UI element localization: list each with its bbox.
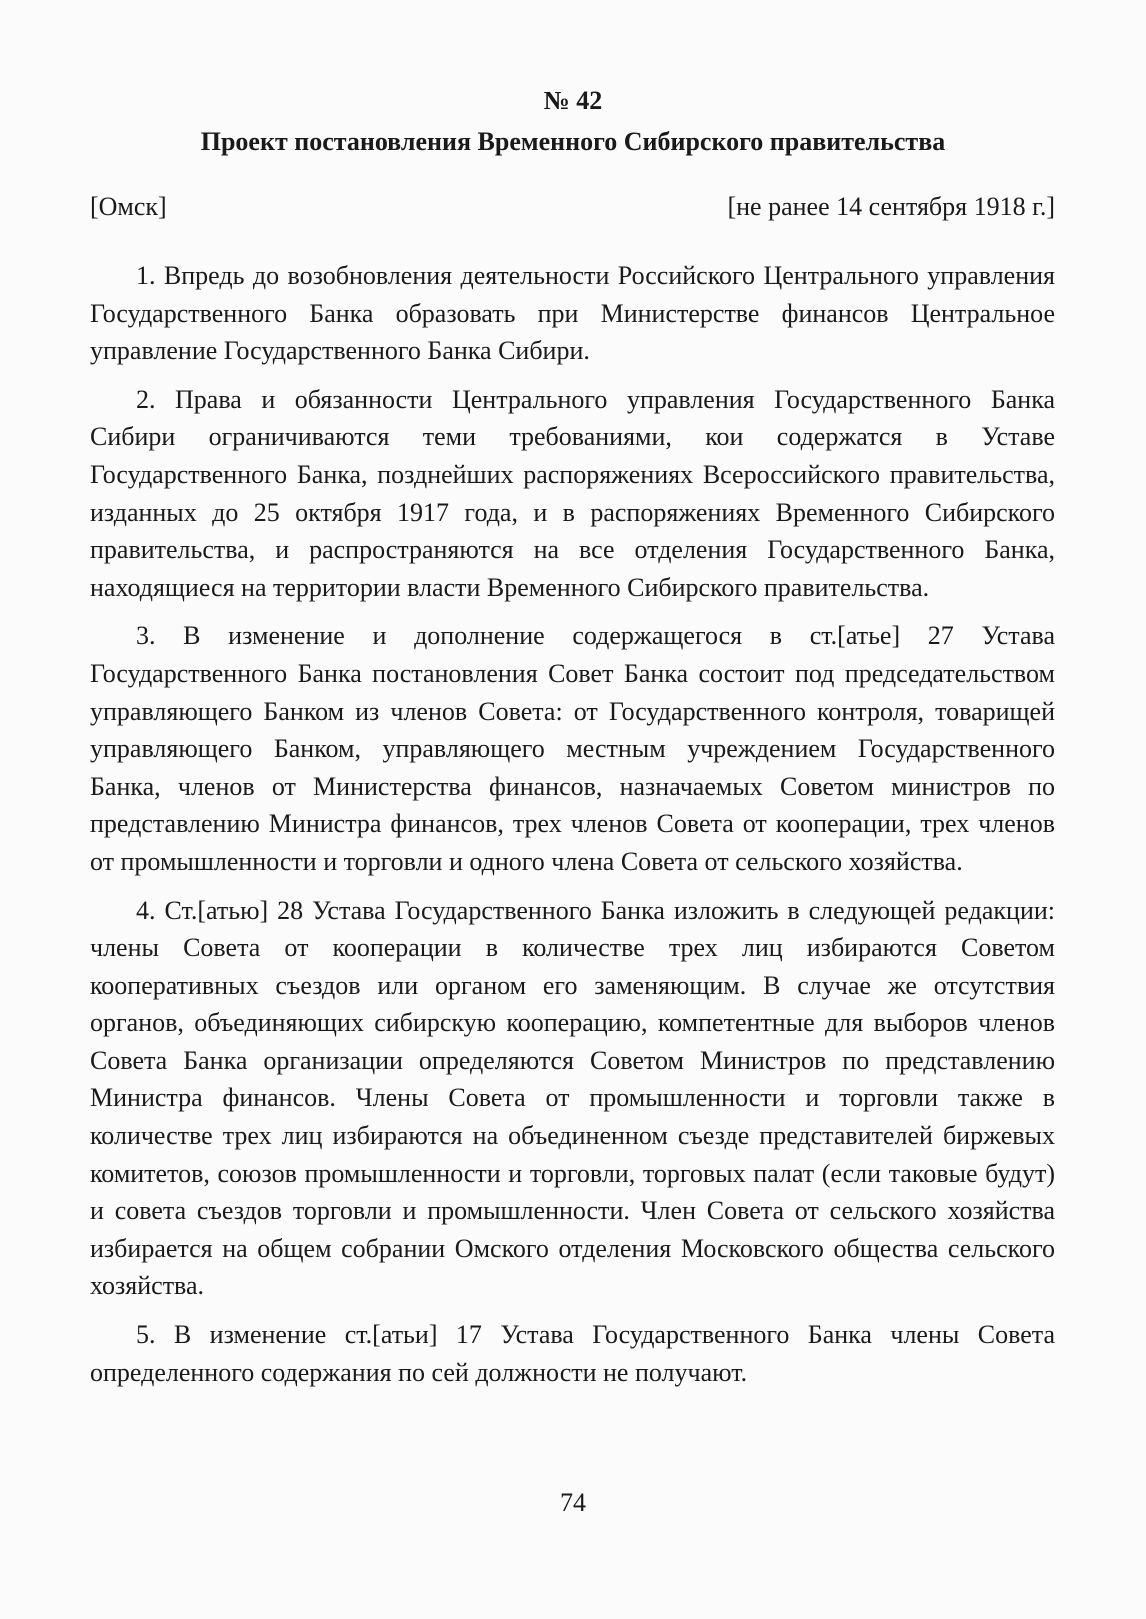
paragraph-1: 1. Впредь до возобновления деятельности Российского Центрального управления Государственного Банка образовать при Министерстве финансов Центральное управление Государственного Банка Сибири. (90, 261, 1055, 366)
paragraph-3: 3. В изменение и дополнение содержащегося в ст.[атье] 27 Устава Государственного Банка постановления Совет Банка состоит под председательством управляющего Банком из членов Совета: от Государственного контроля, товарищей управляющего Банком, управляющего местным учреждением Государственного Банка, членов от Министерства финансов, назначаемых Советом министров по представлению Министра финансов, трех членов Совета от кооперации, трех членов от промышленности и торговли и одного члена Совета от сельского хозяйства. (90, 621, 1055, 876)
paragraph-4: 4. Ст.[атью] 28 Устава Государственного Банка изложить в следующей редакции: члены Совета от кооперации в количестве трех лиц избираются Советом кооперативных съездов или органом его заменяющим. В случае же отсутствия органов, объединяющих сибирскую кооперацию, компетентные для выборов членов Совета Банка организации определяются Советом Министров по представлению Министра финансов. Члены Совета от промышленности и торговли также в количестве трех лиц избираются на объединенном съезде представителей биржевых комитетов, союзов промышленности и торговли, торговых палат (если таковые будут) и совета съездов торговли и промышленности. Член Совета от сельского хозяйства избирается на общем собрании Омского отделения Московского общества сельского хозяйства. (90, 895, 1055, 1301)
paragraph-5: 5. В изменение ст.[атьи] 17 Устава Государственного Банка члены Совета определенного содержания по сей должности не получают. (90, 1320, 1055, 1387)
document-place: [Омск] (90, 192, 167, 221)
paragraph-2: 2. Права и обязанности Центрального управления Государственного Банка Сибири ограничиваются теми требованиями, кои содержатся в Уставе Государственного Банка, позднейших распоряжениях Всероссийского правительства, изданных до 25 октября 1917 года, и в распоряжениях Временного Сибирского правительства, и распространяются на все отделения Государственного Банка, находящиеся на территории власти Временного Сибирского правительства. (90, 384, 1055, 602)
document-number: № 42 (543, 86, 603, 115)
document-title: Проект постановления Временного Сибирского правительства (200, 127, 946, 156)
document-date: [не ранее 14 сентября 1918 г.] (727, 192, 1055, 221)
document-body (90, 257, 1055, 1402)
page-number: 74 (560, 1488, 586, 1517)
